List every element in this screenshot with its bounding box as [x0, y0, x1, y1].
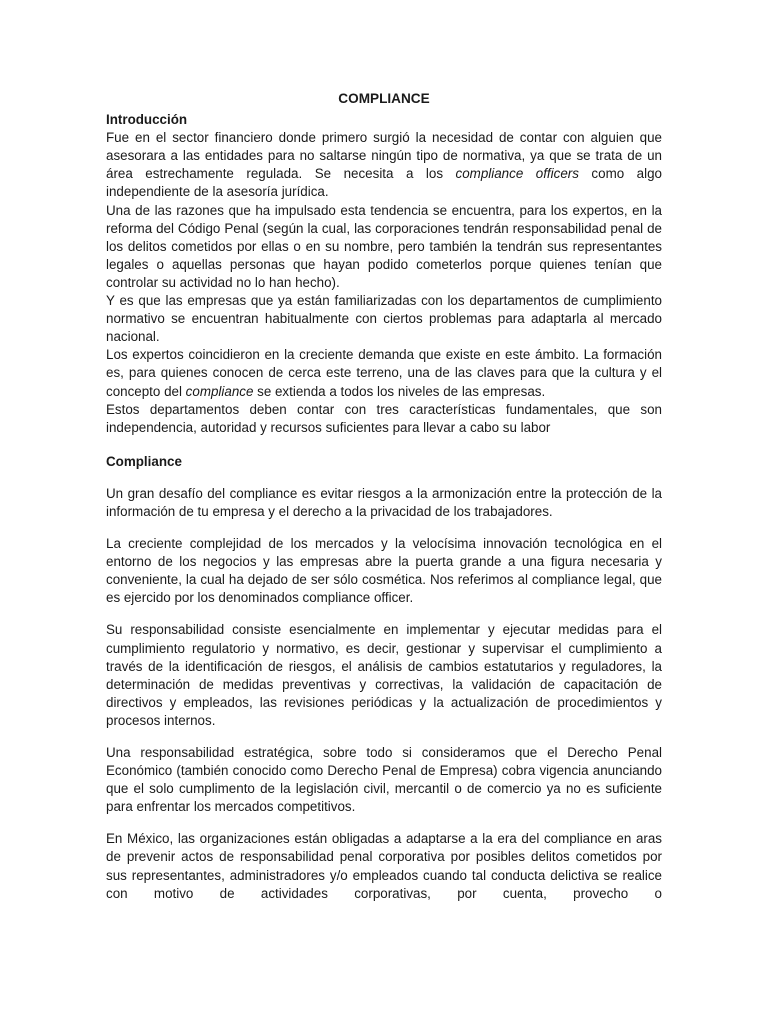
section-heading: Compliance [106, 453, 182, 469]
body-paragraph-5: En México, las organizaciones están obligadas a adaptarse a la era del compliance en aras de prevenir actos de responsabilidad penal corporativa por posibles delitos cometidos por sus representantes, administradores y/o empleados cuando tal conducta delictiva se realice con motivo de actividades corporativas, por cuenta, provecho o [106, 831, 662, 901]
intro-paragraph-1-text-b: como algo independiente de la asesoría jurídica. [106, 166, 662, 200]
body-paragraph-1: Un gran desafío del compliance es evitar riesgos a la armonización entre la protección de la información de tu empresa y el derecho a la privacidad de los trabajadores. [106, 485, 662, 519]
intro-paragraph-5: Estos departamentos deben contar con tres características fundamentales, que son independencia, autoridad y recursos suficientes para llevar a cabo su labor [106, 401, 662, 435]
intro-paragraph-2: Una de las razones que ha impulsado esta tendencia se encuentra, para los expertos, en la reforma del Código Penal (según la cual, las corporaciones tendrán responsabilidad penal de los delitos cometidos por ellas o en su nombre, pero también la tendrán sus representantes legales o aquellas personas que hayan podido cometerlos porque quienes tenían que controlar su actividad no lo han hecho). [106, 202, 662, 290]
intro-paragraph-4-text-b: se extienda a todos los niveles de las empresas. [253, 383, 546, 399]
intro-paragraph-3: Y es que las empresas que ya están familiarizadas con los departamentos de cumplimiento normativo se encuentran habitualmente con ciertos problemas para adaptarla al mercado nacional. [106, 293, 662, 345]
intro-paragraph-1-text-a: Fue en el sector financiero donde primero surgió la necesidad de contar con alguien que asesorara a las entidades para no saltarse ningún tipo de normativa, ya que se trata de un área estrechamente regulada. Se necesita a los [106, 130, 662, 182]
intro-paragraph-4 [106, 346, 662, 400]
intro-heading: Introducción [106, 112, 188, 128]
body-paragraph-2: La creciente complejidad de los mercados y la velocísima innovación tecnológica en el entorno de los negocios y las empresas abre la puerta grande a una figura necesaria y conveniente, la cual ha dejado de ser sólo cosmética. Nos referimos al compliance legal, que es ejercido por los denominados compliance officer. [106, 536, 662, 606]
intro-paragraph-4-emphasis: compliance [185, 383, 254, 399]
intro-paragraph-1-emphasis: compliance officers [455, 166, 579, 182]
document-page [106, 90, 662, 903]
body-paragraph-4: Una responsabilidad estratégica, sobre todo si consideramos que el Derecho Penal Económico (también conocido como Derecho Penal de Empresa) cobra vigencia anunciando que el solo cumplimento de la legislación civil, mercantil o de comercio ya no es suficiente para enfrentar los mercados competitivos. [106, 745, 662, 815]
intro-paragraph-4-text-a: Los expertos coincidieron en la creciente demanda que existe en este ámbito. La formación es, para quienes conocen de cerca este terreno, una de las claves para que la cultura y el concepto del [106, 347, 662, 399]
intro-paragraph-1 [106, 129, 662, 201]
body-paragraph-3: Su responsabilidad consiste esencialmente en implementar y ejecutar medidas para el cumplimiento regulatorio y normativo, es decir, gestionar y supervisar el cumplimiento a través de la identificación de riesgos, el análisis de cambios estatutarios y reguladores, la determinación de medidas preventivas y correctivas, la validación de capacitación de directivos y empleados, las revisiones periódicas y la actualización de procedimientos y procesos internos. [106, 622, 662, 728]
document-title: COMPLIANCE [338, 91, 430, 106]
